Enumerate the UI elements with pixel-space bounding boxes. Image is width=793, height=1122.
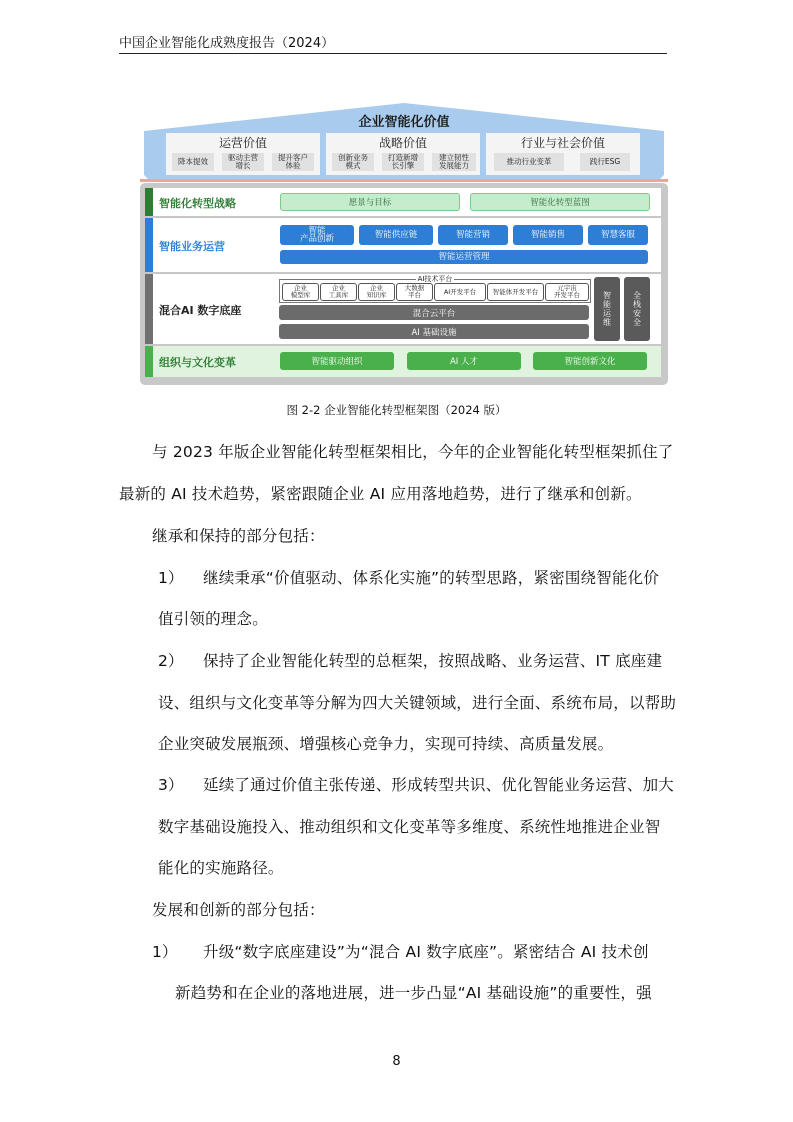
value-chip: 创新业务 模式 xyxy=(332,153,374,171)
operations-management-bar: 智能运营管理 xyxy=(280,250,648,264)
paragraph-line: 最新的 AI 技术趋势，紧密跟随企业 AI 应用落地趋势，进行了继承和创新。 xyxy=(119,485,642,503)
platform-item: 智能体开发平台 xyxy=(487,283,544,301)
value-chip: 降本提效 xyxy=(172,153,214,171)
hybrid-cloud-platform: 混合云平台 xyxy=(279,305,589,320)
value-group-strategic xyxy=(326,133,480,175)
roof-title: 企业智能化价值 xyxy=(358,115,450,130)
layer-color-bar xyxy=(145,274,153,344)
ai-infrastructure: AI 基础设施 xyxy=(279,324,589,339)
operations-item: 智慧客服 xyxy=(588,225,648,245)
layer-color-bar xyxy=(145,188,153,216)
section-heading: 发展和创新的部分包括： xyxy=(152,901,325,919)
layer-color-bar xyxy=(145,346,153,377)
strategy-item: 智能化转型蓝图 xyxy=(470,193,650,211)
platform-item: 元宇宙 开发平台 xyxy=(545,283,589,301)
layer-operations xyxy=(145,218,661,272)
value-chip: 驱动主营 增长 xyxy=(222,153,264,171)
value-chip: 践行ESG xyxy=(580,153,630,171)
framework-figure xyxy=(140,103,668,385)
platform-item: 企业 工具库 xyxy=(320,283,357,301)
layer-label: 混合AI 数字底座 xyxy=(159,304,242,317)
list-number: 2） xyxy=(158,652,184,670)
list-number: 3） xyxy=(158,776,184,794)
value-group-operational xyxy=(166,133,320,175)
side-pillar-security: 全栈安全 xyxy=(624,277,650,341)
strategy-item: 愿景与目标 xyxy=(280,193,460,211)
platform-item: AI开发平台 xyxy=(434,283,486,301)
side-pillar-ops: 智能运维 xyxy=(594,277,620,341)
org-item: AI 人才 xyxy=(407,352,521,370)
platform-item: 企业 模型库 xyxy=(282,283,319,301)
layer-label: 组织与文化变革 xyxy=(159,356,236,369)
value-group-title: 运营价值 xyxy=(218,136,267,150)
value-group-title: 行业与社会价值 xyxy=(520,136,605,150)
platform-item: 大数据 平台 xyxy=(396,283,433,301)
value-chip: 建立韧性 发展能力 xyxy=(432,153,476,171)
list-item-line: 升级“数字底座建设”为“混合 AI 数字底座”。紧密结合 AI 技术创 xyxy=(203,943,649,961)
list-item-line: 值引领的理念。 xyxy=(158,610,268,628)
layer-infrastructure xyxy=(145,274,661,344)
list-number: 1） xyxy=(152,943,178,961)
value-chip: 打造新增 长引擎 xyxy=(382,153,424,171)
list-item-line: 企业突破发展瓶颈、增强核心竞争力，实现可持续、高质量发展。 xyxy=(158,735,614,753)
list-item-line: 延续了通过价值主张传递、形成转型共识、优化智能业务运营、加大 xyxy=(203,776,675,794)
list-item-line: 数字基础设施投入、推动组织和文化变革等多维度、系统性地推进企业智 xyxy=(158,818,661,836)
layer-color-bar xyxy=(145,218,153,272)
header-rule xyxy=(119,53,667,54)
layer-label: 智能化转型战略 xyxy=(159,197,236,210)
operations-item: 智能 产品创新 xyxy=(280,225,354,245)
list-item-line: 保持了企业智能化转型的总框架，按照战略、业务运营、IT 底座建 xyxy=(203,652,663,670)
section-heading: 继承和保持的部分包括： xyxy=(152,527,325,545)
value-chip: 推动行业变革 xyxy=(494,153,564,171)
operations-item: 智能供应链 xyxy=(359,225,433,245)
org-item: 智能创新文化 xyxy=(533,352,647,370)
list-item-line: 继续秉承“价值驱动、体系化实施”的转型思路，紧密围绕智能化价 xyxy=(203,569,660,587)
value-group-industry-society xyxy=(486,133,640,175)
operations-item: 智能销售 xyxy=(513,225,583,245)
org-item: 智能驱动组织 xyxy=(280,352,394,370)
page-number: 8 xyxy=(392,1054,401,1069)
value-group-title: 战略价值 xyxy=(378,136,427,150)
layer-organization xyxy=(145,346,661,377)
list-item-line: 能化的实施路径。 xyxy=(158,859,284,877)
figure-caption: 图 2-2 企业智能化转型框架图（2024 版） xyxy=(286,403,507,417)
platform-item: 企业 知识库 xyxy=(358,283,395,301)
layer-label: 智能业务运营 xyxy=(159,240,225,253)
running-header: 中国企业智能化成熟度报告（2024） xyxy=(119,36,335,51)
list-item-line: 新趋势和在企业的落地进展，进一步凸显“AI 基础设施”的重要性，强 xyxy=(175,984,652,1002)
operations-item: 智能营销 xyxy=(438,225,508,245)
ai-tech-platform-label: AI技术平台 xyxy=(417,275,453,283)
roof-divider xyxy=(140,179,668,182)
framework-layers xyxy=(140,183,668,385)
list-item-line: 设、组织与文化变革等分解为四大关键领域，进行全面、系统布局，以帮助 xyxy=(158,694,677,712)
list-number: 1） xyxy=(158,569,184,587)
paragraph-line: 与 2023 年版企业智能化转型框架相比，今年的企业智能化转型框架抓住了 xyxy=(152,443,674,461)
value-chip: 提升客户 体验 xyxy=(272,153,314,171)
layer-strategy xyxy=(145,188,661,216)
